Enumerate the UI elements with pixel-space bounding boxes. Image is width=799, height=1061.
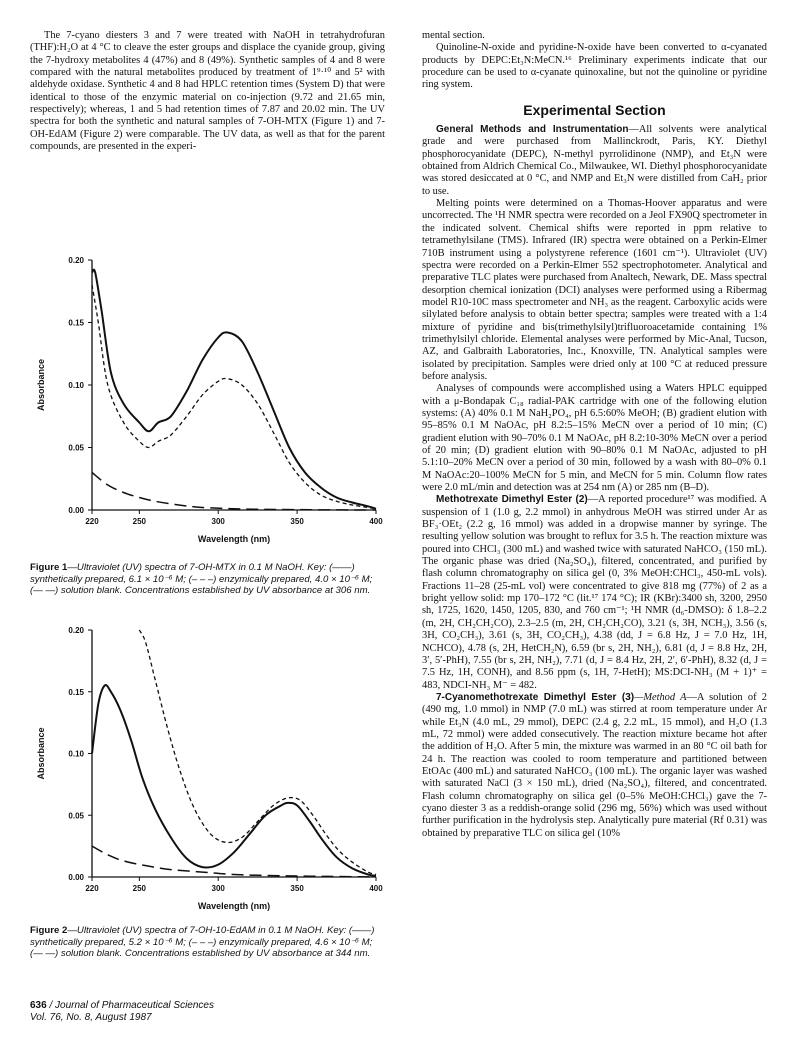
paragraph-text: —A solution of 2 (490 mg, 1.0 mmol) in NMP (7.0 mL) was stirred at room temperature under Ar while Et₃N (4.0 mL, 29 mmol), DEPC (2.4 g, 2.2 mL, 15 mmol), and H₂O (1.3 mL, 72 mmol) were added consecutively. The reaction mixture became hot after the addition of H₂O. After 5 min, the mixture was warmed in an 80 °C oil bath for 24 h. The reaction was cooled to room temperature and partitioned between EtOAc (400 mL) and saturated NaHCO₃ (100 mL). The organic layer was washed with saturated NaCl (3 × 150 mL), dried (Na₂SO₄), filtered, and concentrated. Flash column chromatography on silica gel (0–5% MeOH:CHCl₃) gave the 7-cyano diester 3 as a reddish-orange solid (296 mg, 56%) which was used without further purification in the hydrolysis step. Analytically pure material (Rf 0.31) was obtained by preparative TLC on silica gel (10%: [422, 691, 767, 839]
x-tick-label: 350: [290, 884, 304, 893]
y-axis-label: Absorbance: [36, 358, 46, 412]
y-axis-label: Absorbance: [36, 727, 46, 780]
x-tick-label: 300: [211, 517, 225, 526]
volume-info: Vol. 76, No. 8, August 1987: [30, 1012, 152, 1023]
general-methods-paragraph: [422, 124, 767, 198]
figure-2-caption-text: —Ultraviolet (UV) spectra of 7-OH-10-EdAM in 0.1 M NaOH. Key: (——) synthetically prepared, 5.2 × 10⁻⁶ M; (– – –) enzymically prepared, 4.6 × 10⁻⁶ M; (— —) solution blank. Concentrations established by UV absorbance at 344 nm.: [30, 925, 375, 960]
run-in-heading: General Methods and Instrumentation: [436, 124, 629, 136]
y-tick-label: 0.00: [68, 506, 84, 515]
figure-1-caption-text: —Ultraviolet (UV) spectra of 7-OH-MTX in 0.1 M NaOH. Key: (——) synthetically prepared, 6.1 × 10⁻⁶ M; (– – –) enzymically prepared, 4.0 × 10⁻⁶ M; (— —) solution blank. Concentrations established by UV absorbance at 306 nm.: [30, 562, 373, 597]
x-tick-label: 400: [369, 884, 383, 893]
y-tick-label: 0.15: [68, 318, 84, 328]
x-tick-label: 400: [369, 517, 383, 526]
quinoline-paragraph: Quinoline-N-oxide and pyridine-N-oxide have been converted to α-cyanated products by DEPC:Et₃N:MeCN.¹⁶ Preliminary experiments indicate that our procedure can be used to α-cyanate quinoxaline, but not the quinoline or pyridine ring system.: [422, 42, 767, 91]
section-title: Experimental Section: [523, 101, 666, 118]
y-tick-label: 0.10: [68, 381, 84, 390]
mtx-ester-paragraph: [422, 494, 767, 692]
figure-2: [24, 590, 394, 920]
synthetic-series-line: [92, 270, 376, 509]
figure-1: [24, 240, 394, 565]
figure-2-chart: [24, 590, 394, 920]
method-label: —Method A: [634, 691, 687, 703]
enzymic-series-line: [92, 285, 376, 509]
cyano-ester-paragraph: [422, 692, 767, 840]
synthetic-series-line: [92, 685, 376, 876]
figure-1-caption-label: Figure 1: [30, 562, 68, 573]
figure-2-caption: [30, 925, 385, 960]
y-tick-label: 0.00: [68, 873, 84, 882]
x-axis-label: Wavelength (nm): [197, 534, 271, 544]
x-tick-label: 250: [132, 884, 147, 893]
blank-series-line: [92, 473, 376, 511]
body-paragraph: The 7-cyano diesters 3 and 7 were treated with NaOH in tetrahydrofuran (THF):H₂O at 4 °C to cleave the ester groups and displace the cyanide group, giving the 7-hydroxy metabolites 4 (47%) and 8 (49%). Synthetic samples of 4 and 8 were compared with the natural metabolites produced by treatment of 1⁹·¹⁰ and 5² with aldehyde oxidase. Synthetic 4 and 8 had HPLC retention times (System D) that were identical to those of the enzymic material on co-injection (9.72 and 21.65 min, respectively); whereas, 1 and 5 had retention times of 7.87 and 20.02 min. The UV spectra for both the synthetic and natural samples of 7-OH-MTX (Figure 1) and 7-OH-EdAM (Figure 2) were comparable. The UV data, as well as that for the parent compounds, are presented in the experi-: [30, 30, 385, 153]
figure-1-chart: [24, 240, 394, 560]
y-tick-label: 0.20: [68, 626, 84, 635]
y-tick-label: 0.20: [68, 256, 84, 265]
y-tick-label: 0.15: [68, 687, 84, 697]
paragraph-text: —A reported procedure¹⁷ was modified. A suspension of 1 (1.0 g, 2.2 mmol) in anhydrous MeOH was stirred under Ar as BF₃·OEt₂ (2.2 g, 16 mmol) was added in a dropwise manner by syringe. The resulting yellow solution was brought to reflux for 3.5 h. The reaction mixture was poured into CHCl₃ (300 mL) and washed twice with saturated NaHCO₃ (150 mL). The organic phase was dried (Na₂SO₄), filtered, concentrated, and purified by flash column chromatography on silica gel (0, 3% MeOH:CHCl₃, 450-mL vols). Fractions 11–28 (25-mL vol) were concentrated to give 818 mg (77%) of 2 as a bright yellow solid: mp 170–172 °C (lit.¹⁷ 174 °C); IR (KBr):3400 sh, 3200, 2950 sh, 1725, 1620, 1450, 1205, 830, and 760 cm⁻¹; ¹H NMR (d₆-DMSO): δ 1.8–2.2 (m, 2H, CH₂CH₂CO), 2.3–2.5 (m, 2H, CH₂CH₂CO), 3.21 (s, 3H, NCH₃), 3.56 (s, 3H, CO₂CH₃), 3.61 (s, 3H, CO₂CH₃), 4.38 (dd, J = 6.8 Hz, J = 7.0 Hz, 1H, NCHCO), 4.78 (s, 2H, HetCH₂N), 6.59 (br s, 2H, NH₂), 6.81 (d, J = 8.8 Hz, 2H, 3′, 5′-PhH), 7.55 (br s, 2H, NH₂), 7.71 (d, J = 8.4 Hz, 2H, 2′, 6′-PhH), 8.32 (d, J = 7.5 Hz, 1H, CONH), and 8.56 ppm (s, 1H, 7-HetH); MS:DCI-NH₃ (M + 1)⁺ = 483, NDCI-NH₃ M⁻ = 482.: [422, 494, 767, 691]
page-number: 636: [30, 1000, 47, 1011]
y-tick-label: 0.10: [68, 749, 84, 759]
hplc-paragraph: Analyses of compounds were accomplished using a Waters HPLC equipped with a μ-Bondapak C₁₈ radial-PAK cartridge with one of the following elution systems: (A) 40% 0.1 M NaH₂PO₄, pH 6.5:60% MeOH; (B) gradient elution with 95–85% 0.1 M NaOAc, pH 8.2:5–15% MeCN over a period of 10 min; (C) gradient elution with 90–70% 0.1 M NaOAc, pH 8.2:10-30% MeCN over a period of 20 min; (D) gradient elution with 90–80% 0.1 M NaOAc, adjusted to pH 5.1:10–20% MeCN over a period of 30 min, followed by a wash with 80–0% 0.1 M NaOAc:20–100% MeCN for 5 min, and MeCN for 5 min. Column flow rates were 2.0 mL/min and detection was at 254 nm (A) or 285 nm (B–D).: [422, 383, 767, 494]
page-footer: [30, 1000, 214, 1024]
x-tick-label: 220: [85, 517, 99, 526]
x-tick-label: 350: [290, 517, 304, 526]
enzymic-series-line: [139, 630, 376, 875]
x-tick-label: 220: [85, 884, 99, 893]
run-in-heading: 7-Cyanomethotrexate Dimethyl Ester (3): [436, 691, 635, 703]
left-column: [30, 30, 385, 153]
melting-points-paragraph: Melting points were determined on a Thomas-Hoover apparatus and were uncorrected. The ¹H NMR spectra were recorded on a Jeol FX90Q spectrometer in the indicated solvent. Chemical shifts were reported in ppm relative to tetramethylsilane (TMS). Infrared (IR) spectra were obtained on a Perkin-Elmer 710B instrument using a polystyrene reference (1601 cm⁻¹). Ultraviolet (UV) spectra were recorded on a Perkin-Elmer 552 spectrophotometer. Analytical and preparative TLC plates were purchased from Analtech, Newark, DE. Mass spectral desorption chemical ionization (DCI) analyses were performed using a Ribermag model R10-10C mass spectrometer and NH₃ as the reagent. Carboxylic acids were silylated before analysis to obtain better spectra; samples were treated with a 1:4 mixture of pyridine and bis(trimethylsilyl)trifluoroacetamide containing 1% trimethylsilyl chloride. Elemental analyses were performed by Mic-Anal, Tucson, AZ, and Galbraith Laboratories, Inc., Knoxville, TN. Analytical samples were isolated by precipitation. Samples were dried only at 100 °C at reduced pressure before analysis.: [422, 198, 767, 382]
figure-2-caption-label: Figure 2: [30, 925, 68, 936]
run-in-heading: Methotrexate Dimethyl Ester (2): [436, 494, 588, 506]
x-tick-label: 300: [211, 884, 225, 893]
journal-name: / Journal of Pharmaceutical Sciences: [46, 1000, 214, 1011]
paragraph-text: —All solvents were analytical grade and were purchased from Mallinckrodt, Paris, KY. Diethyl phosphorocyanidate (DEPC), N-methyl pyrrolidinone (NMP), and Et₃N were obtained from Aldrich Chemical Co., Milwaukee, WI. Diethyl phosphorocyanidate was stored desiccated at 0 °C, and NMP and Et₃N were distilled from CaH₂ prior to use.: [422, 124, 767, 197]
x-tick-label: 250: [132, 517, 147, 526]
x-axis-label: Wavelength (nm): [197, 901, 271, 911]
carry-over-text: mental section.: [422, 30, 485, 41]
y-tick-label: 0.05: [68, 811, 84, 821]
right-column: [422, 30, 767, 840]
y-tick-label: 0.05: [68, 443, 84, 453]
blank-series-line: [92, 846, 376, 877]
